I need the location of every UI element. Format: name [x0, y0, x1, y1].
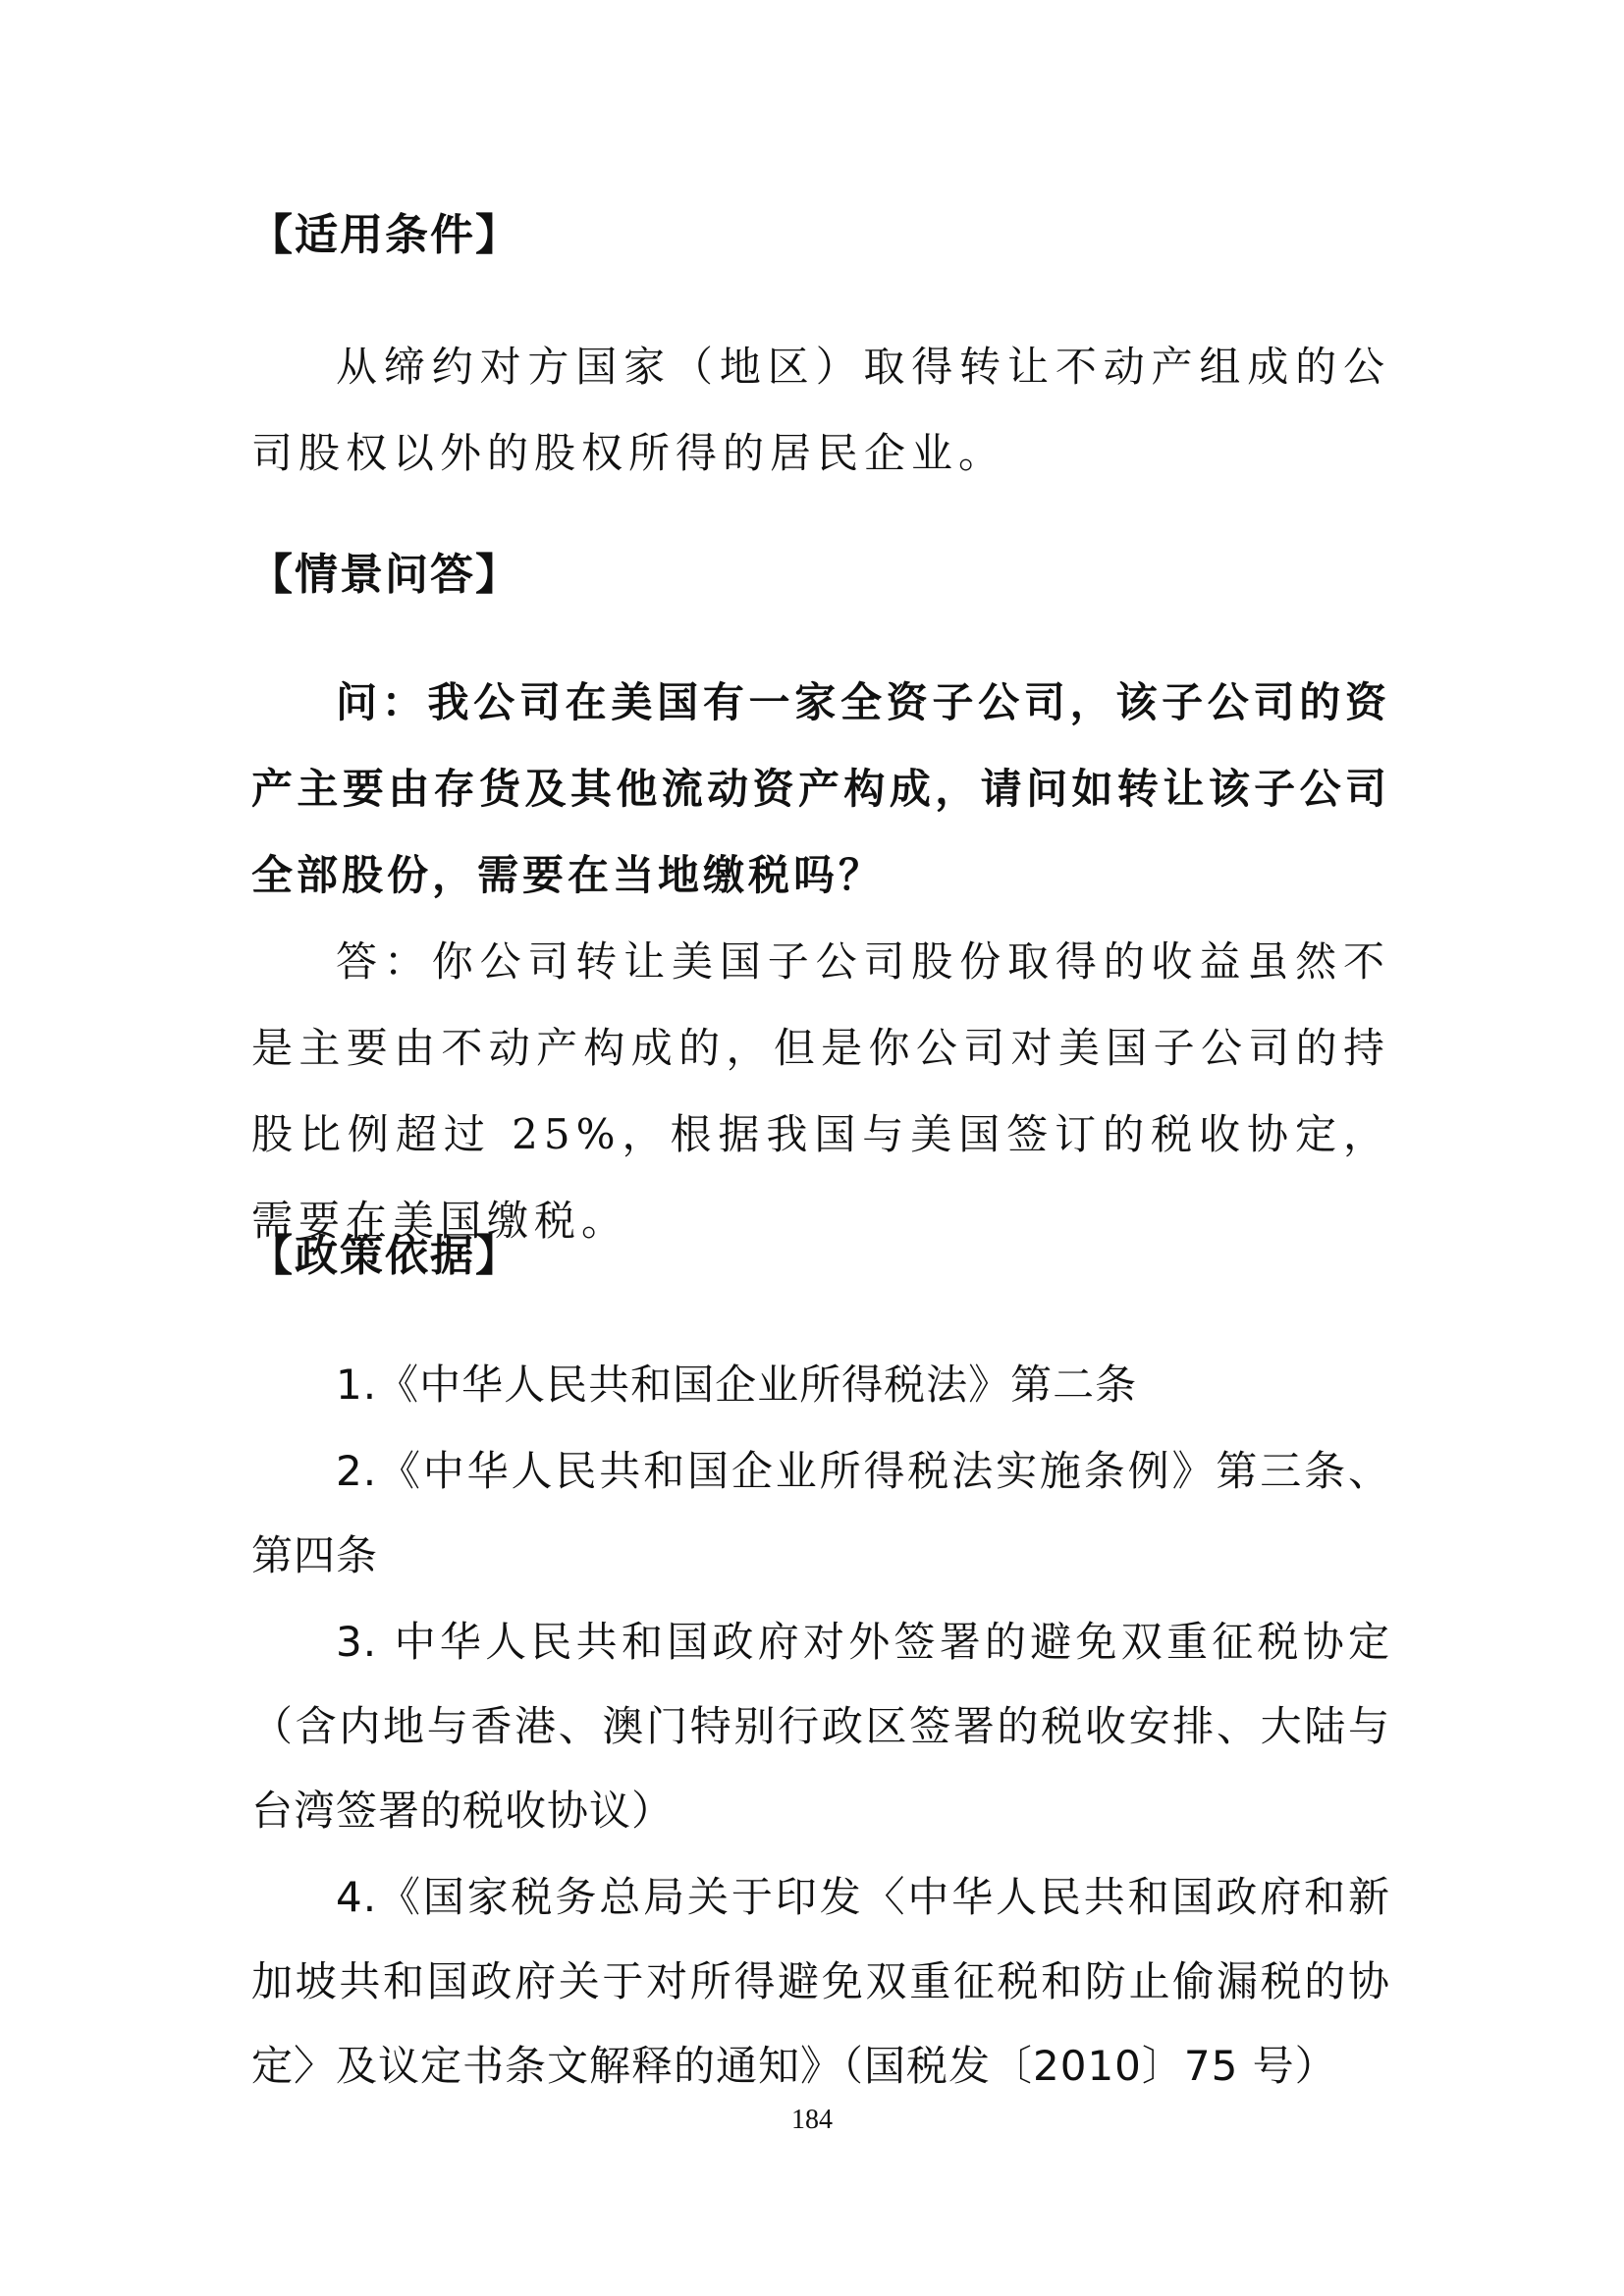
policy-item: 2.《中华人民共和国企业所得税法实施条例》第三条、第四条 — [251, 1447, 1390, 1579]
qa-question: 问：我公司在美国有一家全资子公司，该子公司的资产主要由存货及其他流动资产构成，请问如转让该子公司全部股份，需要在当地缴税吗？ — [251, 678, 1390, 899]
policy-item: 3. 中华人民共和国政府对外签署的避免双重征税协定（含内地与香港、澳门特别行政区签署的税收安排、大陆与台湾签署的税收协议） — [251, 1618, 1390, 1835]
section-heading-policy: 【政策依据】 — [249, 1231, 520, 1281]
policy-item: 4.《国家税务总局关于印发〈中华人民共和国政府和新加坡共和国政府关于对所得避免双重征税和防止偷漏税的协定〉及议定书条文解释的通知》（国税发〔2010〕75 号） — [251, 1873, 1390, 2090]
conditions-text: 从缔约对方国家（地区）取得转让不动产组成的公司股权以外的股权所得的居民企业。 — [251, 343, 1390, 477]
page-number: 184 — [791, 2105, 833, 2135]
section-heading-conditions: 【适用条件】 — [249, 210, 520, 260]
section-heading-qa: 【情景问答】 — [249, 550, 520, 600]
qa-answer: 答：你公司转让美国子公司股份取得的收益虽然不是主要由不动产构成的，但是你公司对美国子公司的持股比例超过 25%，根据我国与美国签订的税收协定，需要在美国缴税。 — [251, 937, 1390, 1245]
policy-item: 1.《中华人民共和国企业所得税法》第二条 — [336, 1361, 1138, 1409]
